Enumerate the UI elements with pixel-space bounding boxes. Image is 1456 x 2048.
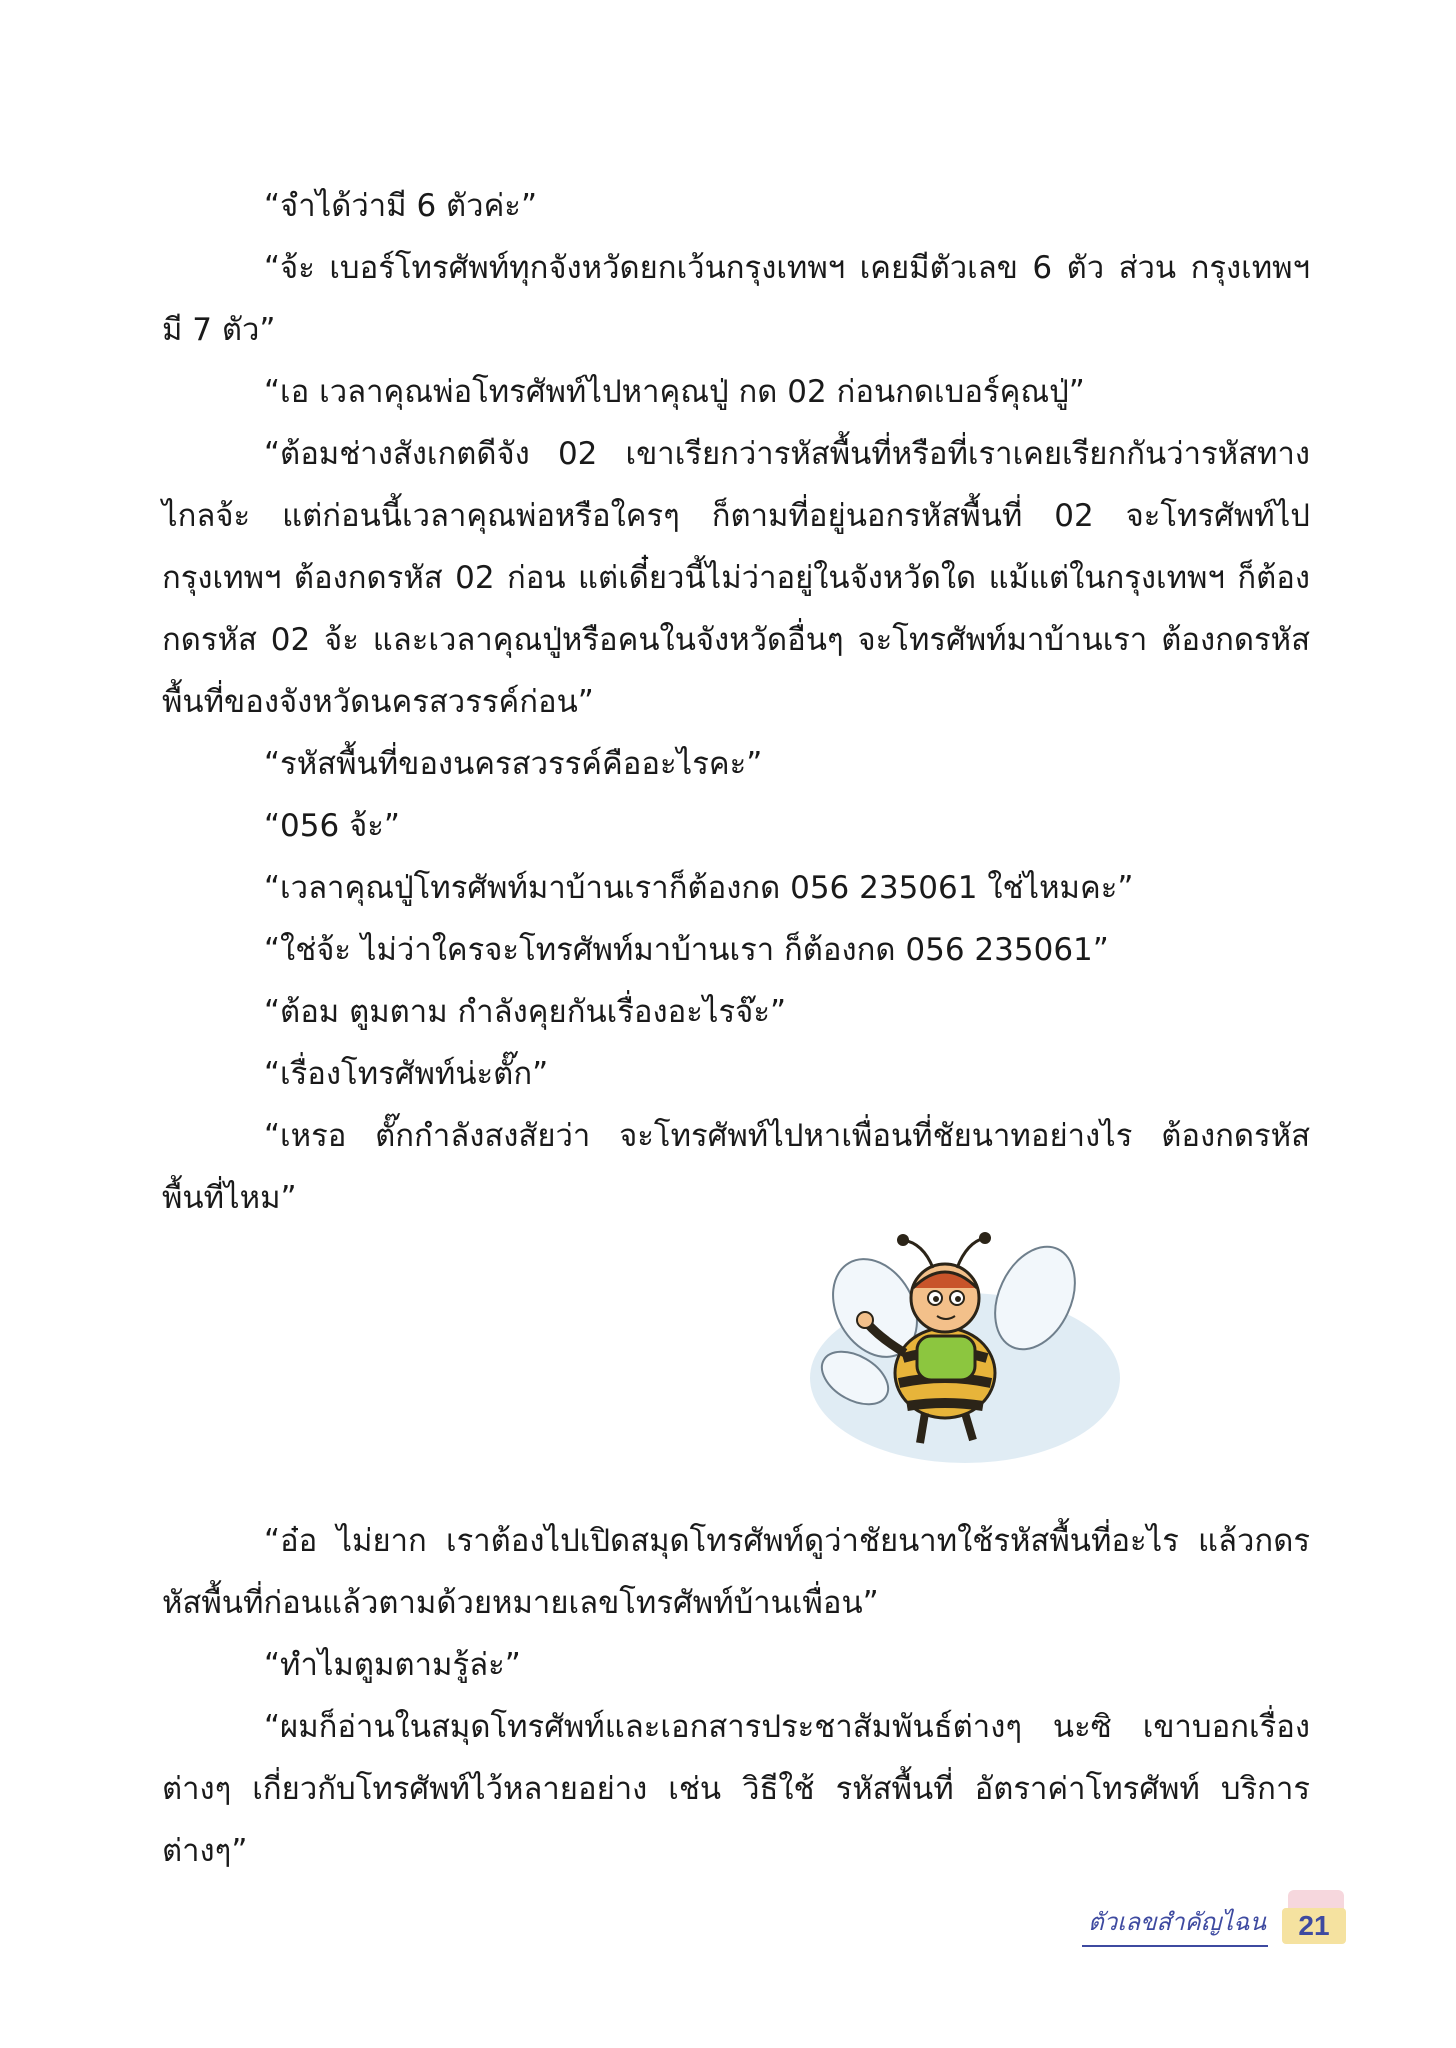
paragraph: “จำได้ว่ามี 6 ตัวค่ะ” <box>264 188 538 224</box>
paragraph: “เวลาคุณปู่โทรศัพท์มาบ้านเราก็ต้องกด 056 235061 ใช่ไหมคะ” <box>264 870 1134 906</box>
paragraph: “เรื่องโทรศัพท์น่ะตั๊ก” <box>264 1056 549 1092</box>
paragraph: “ต้อม ตูมตาม กำลังคุยกันเรื่องอะไรจ๊ะ” <box>264 994 787 1030</box>
paragraph: “ผมก็อ่านในสมุดโทรศัพท์และเอกสารประชาสัมพันธ์ต่างๆ นะซิ เขาบอกเรื่องต่างๆ เกี่ยวกับโทรศัพท์ไว้หลายอย่าง เช่น วิธีใช้ รหัสพื้นที่ อัตราค่าโทรศัพท์ บริการต่างๆ” <box>162 1709 1310 1869</box>
bee-character-icon <box>795 1228 1125 1468</box>
paragraph: “056 จ้ะ” <box>264 808 400 844</box>
page-number-badge <box>1282 1904 1346 1946</box>
paragraph: “ใช่จ้ะ ไม่ว่าใครจะโทรศัพท์มาบ้านเรา ก็ต้องกด 056 235061” <box>264 932 1109 968</box>
bee-illustration <box>795 1228 1125 1468</box>
paragraph: “เหรอ ตั๊กกำลังสงสัยว่า จะโทรศัพท์ไปหาเพื่อนที่ชัยนาทอย่างไร ต้องกดรหัสพื้นที่ไหม” <box>162 1118 1310 1216</box>
book-title: ตัวเลขสำคัญไฉน <box>1082 1902 1268 1947</box>
story-text-bottom <box>162 1510 1310 1882</box>
story-text-top <box>162 175 1310 1229</box>
paragraph: “ทำไมตูมตามรู้ล่ะ” <box>264 1647 521 1683</box>
paragraph: “จ้ะ เบอร์โทรศัพท์ทุกจังหวัดยกเว้นกรุงเทพฯ เคยมีตัวเลข 6 ตัว ส่วน กรุงเทพฯ มี 7 ตัว” <box>162 250 1310 348</box>
paragraph: “รหัสพื้นที่ของนครสวรรค์คืออะไรคะ” <box>264 746 763 782</box>
page-footer <box>1082 1902 1346 1947</box>
paragraph: “ต้อมช่างสังเกตดีจัง 02 เขาเรียกว่ารหัสพื้นที่หรือที่เราเคยเรียกกันว่ารหัสทางไกลจ้ะ แต่ก่อนนี้เวลาคุณพ่อหรือใครๆ ก็ตามที่อยู่นอกรหัสพื้นที่ 02 จะโทรศัพท์ไปกรุงเทพฯ ต้องกดรหัส 02 ก่อน แต่เดี๋ยวนี้ไม่ว่าอยู่ในจังหวัดใด แม้แต่ในกรุงเทพฯ ก็ต้องกดรหัส 02 จ้ะ และเวลาคุณปู่หรือคนในจังหวัดอื่นๆ จะโทรศัพท์มาบ้านเรา ต้องกดรหัสพื้นที่ของจังหวัดนครสวรรค์ก่อน” <box>162 436 1310 720</box>
page-number: 21 <box>1298 1909 1330 1941</box>
paragraph: “เอ เวลาคุณพ่อโทรศัพท์ไปหาคุณปู่ กด 02 ก่อนกดเบอร์คุณปู่” <box>264 374 1085 410</box>
paragraph: “อ๋อ ไม่ยาก เราต้องไปเปิดสมุดโทรศัพท์ดูว่าชัยนาทใช้รหัสพื้นที่อะไร แล้วกดรหัสพื้นที่ก่อนแล้วตามด้วยหมายเลขโทรศัพท์บ้านเพื่อน” <box>162 1523 1310 1621</box>
